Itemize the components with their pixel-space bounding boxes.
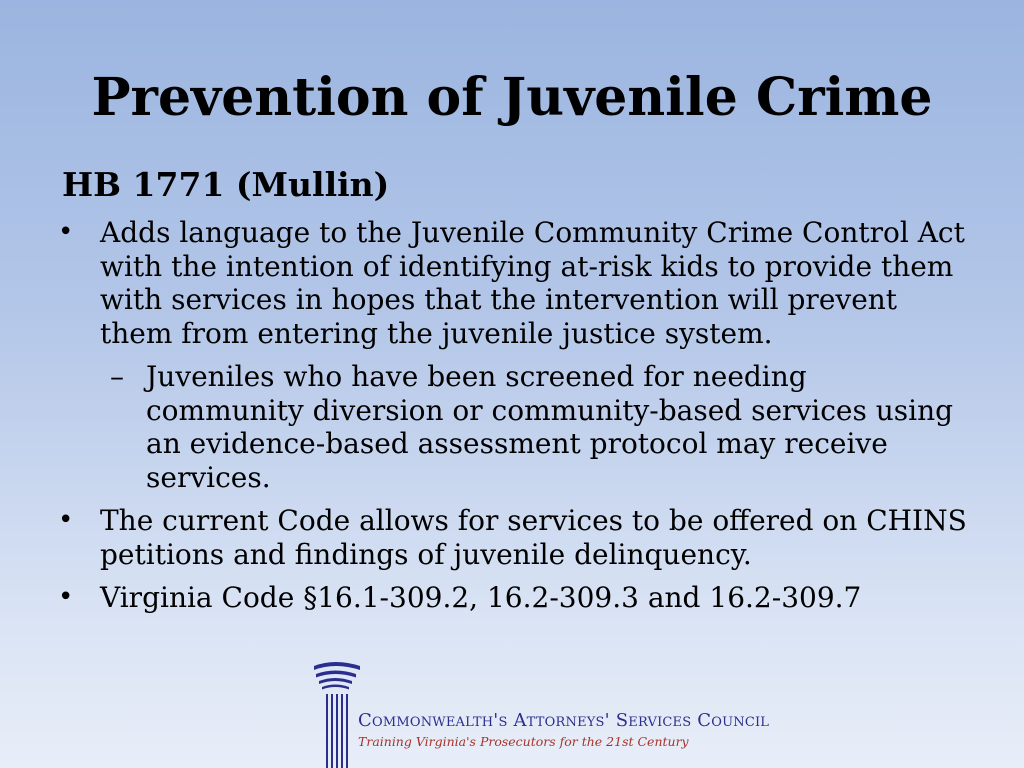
bullet-text: The current Code allows for services to be offered on CHINS petitions and findings of juvenile delinquency. bbox=[100, 504, 967, 571]
bullet-text: Adds language to the Juvenile Community Crime Control Act with the intention of identifying at-risk kids to provide them with services in hopes that the intervention will prevent them from entering the juvenile justice system. bbox=[100, 216, 965, 350]
bullet-text: Virginia Code §16.1-309.2, 16.2-309.3 and 16.2-309.7 bbox=[100, 581, 862, 614]
bullet-marker: • bbox=[58, 217, 74, 247]
sub-bullet-item bbox=[58, 360, 968, 494]
organization-name: Commonwealth's Attorneys' Services Council bbox=[358, 710, 770, 731]
sub-bullet-marker: – bbox=[110, 360, 124, 393]
sub-bullet-text: Juveniles who have been screened for needing community diversion or community-based services using an evidence-based assessment protocol may receive services. bbox=[146, 360, 954, 494]
bullet-marker: • bbox=[58, 505, 74, 535]
bullet-item bbox=[58, 504, 968, 571]
slide-title: Prevention of Juvenile Crime bbox=[91, 67, 933, 128]
bullet-item bbox=[58, 216, 968, 350]
organization-logo bbox=[300, 654, 770, 768]
bullet-item bbox=[58, 581, 968, 615]
bill-heading: HB 1771 (Mullin) bbox=[62, 165, 390, 204]
organization-tagline: Training Virginia's Prosecutors for the 21st Century bbox=[358, 734, 689, 749]
bullet-list bbox=[58, 216, 968, 625]
bullet-marker: • bbox=[58, 582, 74, 612]
